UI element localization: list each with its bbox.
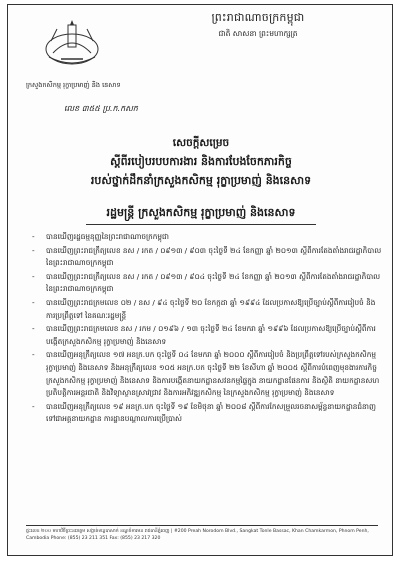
dash-icon: - — [32, 271, 35, 281]
clause-item — [24, 323, 384, 348]
dash-icon: - — [32, 232, 35, 241]
footer-address: ផ្ទះលេខ ២០០ មហាវិថីព្រះនរោត្តម សង្កាត់ទន្លេបាសាក់ ខណ្ឌចំការមន រាជធានីភ្នំពេញ | #200 Preah Norodom Blvd., Sangkat Tonle Bassac, Khan Chamkarmon, Phnom Penh, Cambodia Phone: (855) 23 211 351 Fax: (855) 23 217 320 — [26, 529, 369, 541]
clause-text: បានឃើញព្រះរាជក្រមលេខ ០២ / នស / ៩៤ ចុះថ្ងៃទី ២០ ខែកក្កដា ឆ្នាំ ១៩៩៤ ដែលប្រកាសឱ្យប្រើច្បាប់ស្តីពីការរៀបចំ និងការប្រព្រឹត្តទៅ នៃគណៈរដ្ឋមន្ត្រី — [46, 297, 376, 320]
clause-item — [24, 297, 384, 322]
clause-text: បានឃើញព្រះរាជក្រឹត្យលេខ នស / រកត / ០៩១៣ / ៩០៤ ចុះថ្ងៃទី ២៤ ខែកញ្ញា ឆ្នាំ ២០១៣ ស្តីពីការតែងតាំងរាជរដ្ឋាភិបាល នៃព្រះរាជាណាចក្រកម្ពុជា — [46, 271, 381, 294]
decision-title: សេចក្តីសម្រេច — [172, 137, 230, 149]
ministry-name: ក្រសួងកសិកម្ម រុក្ខាប្រមាញ់ និង នេសាទ — [26, 81, 121, 89]
clause-item — [24, 245, 384, 270]
clause-item — [24, 349, 384, 399]
dash-icon: - — [32, 350, 35, 360]
header-block — [158, 11, 358, 40]
clause-text: បានឃើញអនុក្រឹត្យលេខ ១៩ អនក្រ.បក ចុះថ្ងៃទី ១៩ ខែមិថុនា ឆ្នាំ ២០០៨ ស្តីពីការកែសម្រួលរចនាសម្ព័ន្ធនាយកដ្ឋានជំនាញ ទៅជាអគ្គនាយកដ្ឋាន ការដ្ឋានបណ្តាលការប្រើប្រាស់ — [46, 401, 376, 424]
clause-item — [24, 271, 384, 296]
document-page — [7, 4, 393, 556]
minister-heading: រដ្ឋមន្ត្រី ក្រសួងកសិកម្ម រុក្ខាប្រមាញ់ និងនេសាទ — [106, 206, 296, 219]
reference-number: លេខ ៣៥៥ ប្រ.ក.កសក — [64, 104, 138, 113]
clause-text: បានឃើញរដ្ឋធម្មនុញ្ញនៃព្រះរាជាណាចក្រកម្ពុជា — [46, 232, 169, 241]
footer-divider — [26, 525, 378, 526]
clause-list — [24, 231, 384, 427]
decision-subtitle: ស្តីពីរបៀបរបបការងារ និងការបែងចែកភារកិច្ច — [110, 155, 292, 168]
decision-subtitle-2: របស់ថ្នាក់ដឹកនាំក្រសួងកសិកម្ម រុក្ខាប្រមាញ់ និងនេសាទ — [90, 174, 312, 187]
dash-icon: - — [32, 324, 35, 334]
dash-icon: - — [32, 245, 35, 255]
clause-item — [24, 401, 384, 426]
royal-emblem-icon — [43, 19, 101, 67]
kingdom-title: ព្រះរាជាណាចក្រកម្ពុជា — [211, 11, 305, 24]
clause-item — [24, 231, 384, 244]
clause-text: បានឃើញអនុក្រឹត្យលេខ ១៧ អនក្រ.បក ចុះថ្ងៃទី ០៤ ខែមករា ឆ្នាំ ២០០០ ស្តីពីការរៀបចំ និងប្រព្រឹត្តទៅរបស់ក្រសួងកសិកម្ម រុក្ខាប្រមាញ់ និងនេសាទ និងអនុក្រឹត្យលេខ ១០៥ អនក្រ.បក ចុះថ្ងៃទី ២២ ខែសីហា ឆ្នាំ ២០០៥ ស្តីពីការបំពេញមុខងារការកិច្ចក្រសួងកសិកម្ម រុក្ខាប្រមាញ់ និងនេសាទ និងការបង្កើតនាយកដ្ឋានសវនកម្មផ្ទៃក្នុង នាយកដ្ឋានផែនការ និងស្ថិតិ នាយកដ្ឋានសហប្រតិបត្តិការអន្តរជាតិ និងវិទ្យាស្ថានស្រាវជ្រាវ និងការអភិវឌ្ឍកសិកម្ម នៃក្រសួងកសិកម្ម រុក្ខាប្រមាញ់ និងនេសាទ — [46, 350, 380, 398]
national-motto: ជាតិ សាសនា ព្រះមហាក្សត្រ — [218, 29, 298, 38]
clause-text: បានឃើញព្រះរាជក្រមលេខ នស / រកម / ០១៩៦ / ១៣ ចុះថ្ងៃទី ២៤ ខែមករា ឆ្នាំ ១៩៩៦ ដែលប្រកាសឱ្យប្រើច្បាប់ស្តីពីការបង្កើតក្រសួងកសិកម្ម រុក្ខាប្រមាញ់ និងនេសាទ — [46, 324, 376, 346]
heading-underline — [86, 224, 316, 225]
clause-text: បានឃើញព្រះរាជក្រឹត្យលេខ នស / រកត / ០៩១៣ / ៩០៣ ចុះថ្ងៃទី ២៤ ខែកញ្ញា ឆ្នាំ ២០១៣ ស្តីពីការតែងតាំងរាជរដ្ឋាភិបាល នៃព្រះរាជាណាចក្រកម្ពុជា — [46, 245, 382, 268]
dash-icon: - — [32, 401, 35, 411]
dash-icon: - — [32, 297, 35, 307]
